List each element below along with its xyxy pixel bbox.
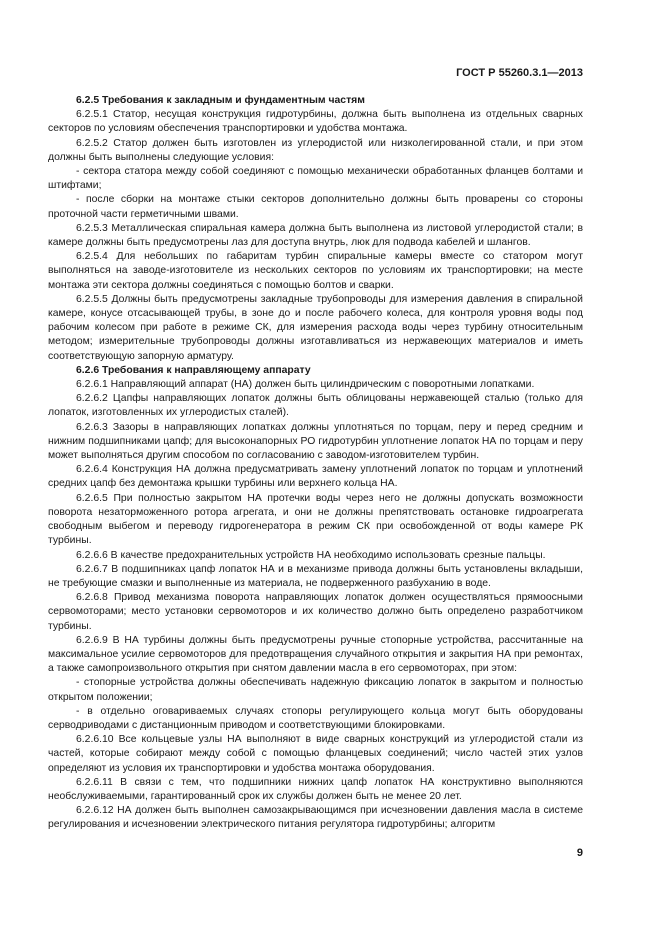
paragraph: - в отдельно оговариваемых случаях стопоры регулирующего кольца могут быть оборудованы серводриводами с дистанционным приводом и соответствующими блокировками. bbox=[48, 705, 583, 731]
paragraph: 6.2.6.7 В подшипниках цапф лопаток НА и в механизме привода должны быть установлены вкладыши, не требующие смазки и выполненные из материала, не подверженного разбуханию в воде. bbox=[48, 563, 583, 589]
paragraph: - сектора статора между собой соединяют с помощью механически обработанных фланцев болтами и штифтами; bbox=[48, 166, 583, 192]
paragraph: - стопорные устройства должны обеспечивать надежную фиксацию лопаток в закрытом и полностью открытом положении; bbox=[48, 677, 583, 703]
paragraph: 6.2.6.9 В НА турбины должны быть предусмотрены ручные стопорные устройства, рассчитанные на максимальное усилие сервомоторов для предотвращения случайного открытия и закрытия НА при ремонтах, а также самопроизвольного открытия при снятом давлении масла в его сервомоторах, при этом: bbox=[48, 634, 583, 675]
paragraph: 6.2.6.5 При полностью закрытом НА протечки воды через него не должны допускать возможности поворота незаторможенного ротора агрегата, и они не должны препятствовать остановке гидроагрегата свободным выбегом и переводу гидрогенератора в режим СК при освобожденной от воды камере РК турбины. bbox=[48, 492, 583, 547]
paragraph: 6.2.6.12 НА должен быть выполнен самозакрывающимся при исчезновении давления масла в системе регулирования и исчезновении электрического питания регулятора гидротурбины; алгоритм bbox=[48, 805, 583, 831]
page-number: 9 bbox=[576, 847, 583, 859]
document-body bbox=[48, 94, 583, 833]
paragraph: 6.2.6.1 Направляющий аппарат (НА) должен быть цилиндрическим с поворотными лопатками. bbox=[76, 379, 535, 391]
paragraph: 6.2.5.5 Должны быть предусмотрены закладные трубопроводы для измерения давления в спиральной камере, конусе отсасывающей трубы, в зоне до и после рабочего колеса, для контроля уровня воды под рабочим колесом при работе в режиме СК, для измерения расхода воды через турбину относительным методом; измерительные трубопроводы должны изготавливаться из нержавеющих материалов и иметь соответствующую запорную арматуру. bbox=[48, 293, 583, 362]
paragraph: 6.2.5.1 Статор, несущая конструкция гидротурбины, должна быть выполнена из отдельных сварных секторов по условиям обеспечения транспортировки и удобства монтажа. bbox=[48, 109, 583, 135]
paragraph: 6.2.6.2 Цапфы направляющих лопаток должны быть облицованы нержавеющей сталью (только для лопаток, изготовленных их углеродистых сталей). bbox=[48, 393, 583, 419]
document-id-header: ГОСТ Р 55260.3.1—2013 bbox=[456, 67, 583, 79]
paragraph: 6.2.6.11 В связи с тем, что подшипники нижних цапф лопаток НА конструктивно выполняются необслуживаемыми, гарантированный срок их службы должен быть не менее 20 лет. bbox=[48, 776, 583, 802]
paragraph: 6.2.5.3 Металлическая спиральная камера должна быть выполнена из листовой углеродистой стали; в камере должны быть предусмотрены лаз для доступа внутрь, люк для подвода кабелей и шлангов. bbox=[48, 222, 583, 249]
paragraph: - после сборки на монтаже стыки секторов дополнительно должны быть проварены со стороны проточной части герметичными швами. bbox=[48, 194, 583, 220]
paragraph: 6.2.6.10 Все кольцевые узлы НА выполняют в виде сварных конструкций из углеродистой стали из частей, которые собирают между собой с помощью фланцевых соединений; число частей этих узлов определяют из условия их транспортировки и удобства монтажа оборудования. bbox=[48, 734, 583, 774]
section-heading: 6.2.6 Требования к направляющему аппарату bbox=[76, 364, 311, 376]
paragraph: 6.2.6.3 Зазоры в направляющих лопатках должны уплотняться по торцам, перу и перед средним и нижним подшипниками цапф; для высоконапорных РО гидротурбин уплотнение лопаток НА по торцам и перу может выполняться другим способом по согласованию с заводом-изготовителем турбин. bbox=[48, 421, 583, 462]
paragraph: 6.2.6.8 Привод механизма поворота направляющих лопаток должен осуществляться прямоосными сервомоторами; место установки сервомоторов и их количество должно быть определено разработчиком турбины. bbox=[48, 592, 583, 632]
paragraph: 6.2.6.6 В качестве предохранительных устройств НА необходимо использовать срезные пальцы. bbox=[76, 549, 546, 561]
paragraph: 6.2.5.4 Для небольших по габаритам турбин спиральные камеры вместе со статором могут выполняться на заводе-изготовителе из нескольких секторов по условиям их транспортировки; на месте монтажа эти сектора должны соединяться с помощью болтов и сварки. bbox=[48, 251, 583, 291]
paragraph: 6.2.5.2 Статор должен быть изготовлен из углеродистой или низколегированной стали, и при этом должны быть выполнены следующие условия: bbox=[48, 137, 583, 163]
paragraph: 6.2.6.4 Конструкция НА должна предусматривать замену уплотнений лопаток по торцам и уплотнений средних цапф без демонтажа крышки турбины или верхнего кольца НА. bbox=[48, 464, 583, 490]
section-heading: 6.2.5 Требования к закладным и фундаментным частям bbox=[76, 95, 365, 106]
